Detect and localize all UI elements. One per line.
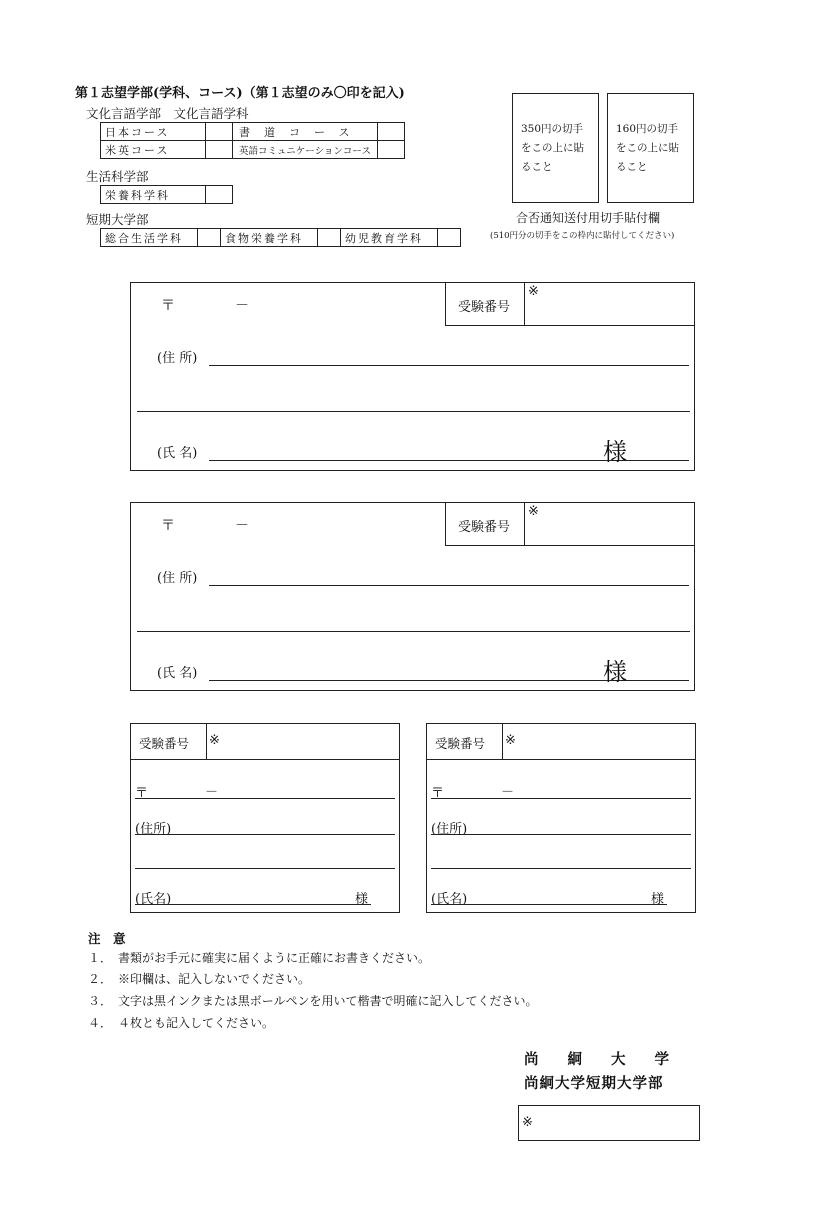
stamp-350-line3: ること — [521, 161, 553, 173]
checkbox-english-communication[interactable] — [378, 141, 405, 159]
card-postal-mark: 〒 — [431, 786, 445, 801]
address-line-2[interactable] — [137, 411, 690, 412]
note-item-3: ３． 文字は黒インクまたは黒ボールペンを用いて楷書で明確に記入してください。 — [88, 994, 538, 1008]
card-exam-label: 受験番号 — [435, 736, 486, 751]
stamp-box-160[interactable] — [607, 93, 694, 203]
address-line-1[interactable] — [209, 365, 689, 366]
postal-dash: － — [235, 298, 249, 314]
name-label: (氏 名) — [157, 446, 198, 461]
office-note-mark: ※ — [522, 1115, 533, 1130]
card-name-line[interactable] — [135, 904, 371, 905]
card-address-line-2[interactable] — [135, 868, 395, 869]
culture-course-table — [100, 122, 405, 159]
faculty-name-culture: 文化言語学部 文化言語学科 — [86, 106, 249, 121]
card-postal-line[interactable] — [431, 798, 691, 799]
note-item-2: ２． ※印欄は、記入しないでください。 — [88, 972, 311, 986]
checkbox-food-nutrition[interactable] — [318, 229, 341, 247]
course-japanese: 日本コース — [101, 123, 206, 141]
junior-college-name: 尚絅大学短期大学部 — [524, 1075, 664, 1092]
card-exam-label-cell — [427, 724, 503, 760]
stamp-160-line1: 160円の切手 — [616, 123, 679, 135]
card-honorific: 様 — [651, 892, 665, 907]
card-address-label: (住所) — [431, 822, 468, 837]
card-postal-dash: － — [501, 785, 515, 800]
card-postal-line[interactable] — [135, 798, 395, 799]
university-name: 尚 絅 大 学 — [524, 1051, 669, 1068]
stamp-160-line3: ること — [616, 161, 648, 173]
card-name-label: (氏名) — [135, 892, 172, 907]
notes-heading: 注 意 — [88, 931, 126, 946]
course-general-life: 総合生活学科 — [101, 229, 198, 247]
name-label: (氏 名) — [157, 666, 198, 681]
checkbox-early-childhood[interactable] — [438, 229, 461, 247]
card-exam-field[interactable] — [502, 724, 695, 760]
card-postal-dash: － — [205, 785, 219, 800]
postal-mark: 〒 — [161, 518, 175, 534]
card-note-mark: ※ — [209, 733, 220, 748]
exam-number-label: 受験番号 — [458, 520, 511, 535]
card-name-label: (氏名) — [431, 892, 468, 907]
course-early-childhood: 幼児教育学科 — [341, 229, 438, 247]
checkbox-calligraphy[interactable] — [378, 123, 405, 141]
note-item-1: １． 書類がお手元に確実に届くように正確にお書きください。 — [88, 951, 431, 965]
envelope-label-2 — [130, 502, 695, 691]
small-card-left — [130, 723, 400, 913]
first-choice-heading: 第１志望学部(学科、コース)（第１志望のみ〇印を記入) — [75, 86, 405, 101]
course-american-british: 米英コース — [101, 141, 206, 159]
checkbox-american-british[interactable] — [206, 141, 233, 159]
postal-mark: 〒 — [161, 298, 175, 314]
card-address-line-1[interactable] — [135, 834, 395, 835]
life-science-course-table — [100, 185, 233, 204]
card-name-line[interactable] — [431, 904, 667, 905]
note-mark: ※ — [528, 284, 539, 299]
junior-college-course-table — [100, 228, 461, 247]
card-postal-mark: 〒 — [135, 786, 149, 801]
address-line-2[interactable] — [137, 631, 690, 632]
faculty-name-life-science: 生活科学部 — [86, 169, 149, 184]
course-food-nutrition: 食物栄養学科 — [221, 229, 318, 247]
postal-dash: － — [235, 518, 249, 534]
card-note-mark: ※ — [505, 733, 516, 748]
stamp-box-350[interactable] — [512, 93, 599, 203]
course-english-communication: 英語コミュニケーションコース — [233, 141, 378, 159]
stamp-160-line2: をこの上に貼 — [616, 142, 679, 154]
checkbox-nutrition[interactable] — [206, 186, 233, 204]
card-address-line-2[interactable] — [431, 868, 691, 869]
exam-number-field[interactable] — [524, 503, 694, 546]
checkbox-general-life[interactable] — [198, 229, 221, 247]
stamp-caption: 合否通知送付用切手貼付欄 — [516, 211, 661, 225]
envelope-label-1 — [130, 282, 695, 471]
course-nutrition: 栄養科学科 — [101, 186, 206, 204]
stamp-sub-caption: (510円分の切手をこの枠内に貼付してください) — [490, 231, 675, 241]
small-card-right — [426, 723, 696, 913]
checkbox-japanese[interactable] — [206, 123, 233, 141]
card-honorific: 様 — [355, 892, 369, 907]
card-address-line-1[interactable] — [431, 834, 691, 835]
card-exam-label-cell — [131, 724, 207, 760]
note-item-4: ４． ４枚とも記入してください。 — [88, 1016, 275, 1030]
address-label: (住 所) — [157, 571, 198, 586]
exam-number-label: 受験番号 — [458, 300, 511, 315]
course-calligraphy: 書道コース — [233, 123, 378, 141]
card-exam-field[interactable] — [206, 724, 399, 760]
card-address-label: (住所) — [135, 822, 172, 837]
stamp-350-line1: 350円の切手 — [521, 123, 584, 135]
stamp-350-line2: をこの上に貼 — [521, 142, 584, 154]
card-exam-label: 受験番号 — [139, 736, 190, 751]
honorific: 様 — [603, 438, 627, 466]
address-label: (住 所) — [157, 351, 198, 366]
exam-number-label-cell — [445, 503, 524, 546]
honorific: 様 — [603, 658, 627, 686]
address-line-1[interactable] — [209, 585, 689, 586]
faculty-name-junior-college: 短期大学部 — [86, 212, 149, 227]
office-use-box — [518, 1105, 700, 1141]
note-mark: ※ — [528, 504, 539, 519]
exam-number-label-cell — [445, 283, 524, 326]
exam-number-field[interactable] — [524, 283, 694, 326]
